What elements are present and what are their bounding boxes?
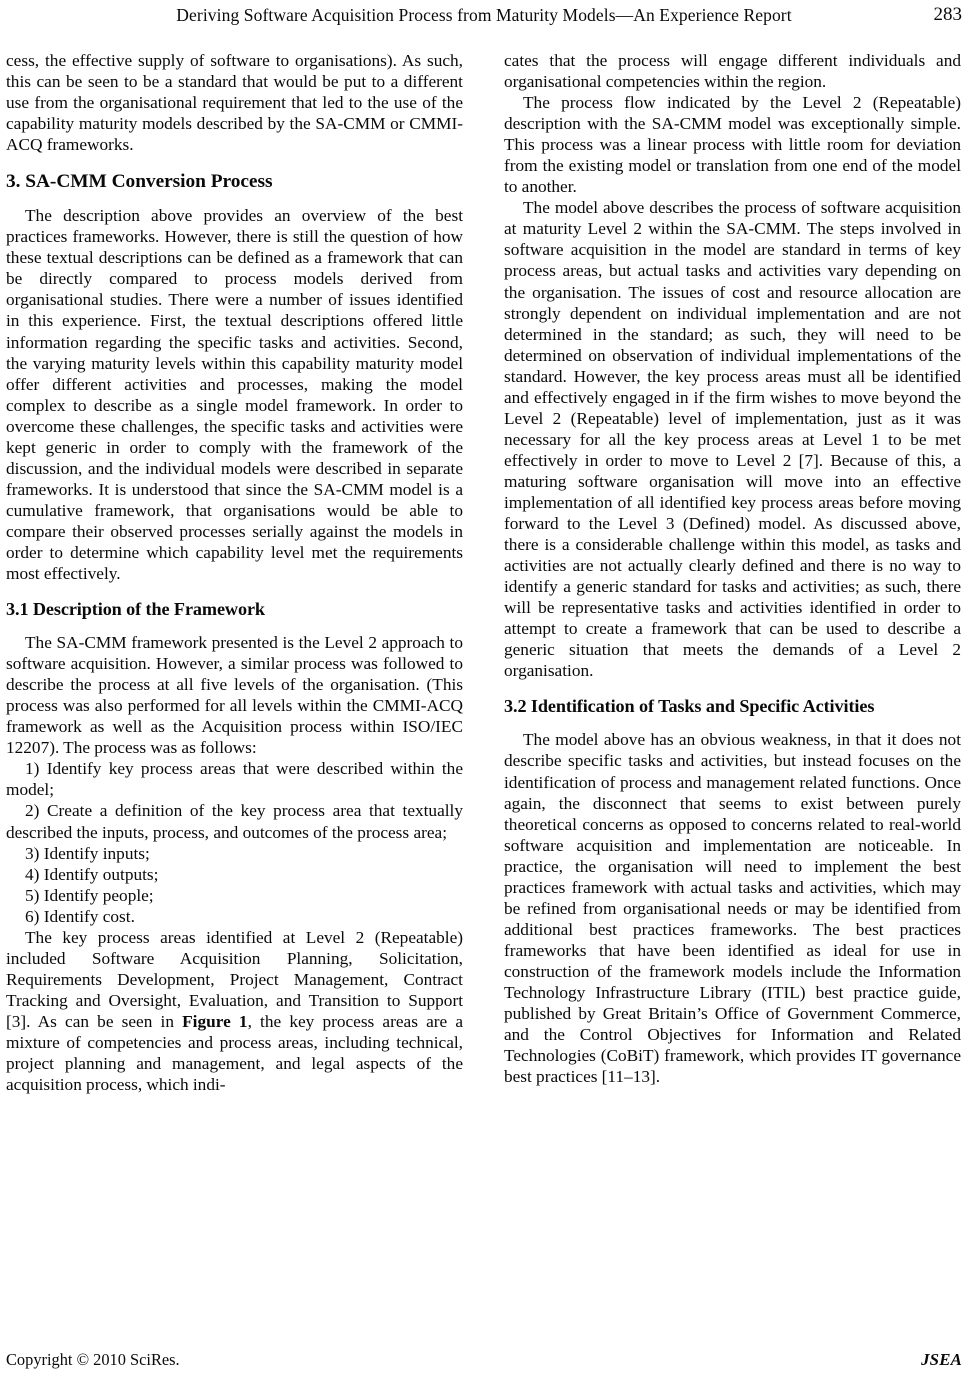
- paragraph-section-3-2-intro: The model above has an obvious weakness, in that it does not describe specific tasks and activities, but instead focuses on the identification of process and management related functions. Once again, the disconnect that seems to exist between purely theoretical concerns as opposed to concerns related to real-world software acquisition and implementation are noticeable. In practice, the organisation will need to implement the best practices framework with actual tasks and activities, which may be refined from organisational needs or may be identified from additional best practices frameworks. The best practices frameworks that have been identified as ideal for use in construction of the framework models include the Information Technology Infrastructure Library (ITIL) best practice guide, published by Great Britain’s Office of Government Commerce, and the Control Objectives for Information and Related Technologies (CoBiT) framework, which provides IT governance best practices [11–13].: [504, 730, 961, 1087]
- paragraph-section-3-intro: The description above provides an overview of the best practices frameworks. However, there is still the question of how these textual descriptions can be defined as a framework that can be directly compared to process models derived from organisational studies. There were a number of issues identified in this experience. First, the textual descriptions offered little information regarding the specific tasks and activities. Second, the varying maturity levels within this capability maturity model offer different activities and processes, making the model complex to describe as a single model framework. In order to overcome these challenges, the specific tasks and activities were kept generic in order to comply with the framework of the discussion, and the individual models were described in separate frameworks. It is understood that since the SA-CMM model is a cumulative framework, that organisations would be able to compare their observed processes serially against the models in order to determine which capability level met the requirements most effectively.: [6, 206, 463, 584]
- paragraph-process-flow: The process flow indicated by the Level 2 (Repeatable) description with the SA-CMM model was exceptionally simple. This process was a linear process with little room for deviation from the existing model or translation from one end of the model to another.: [504, 93, 961, 197]
- paragraph-model-above: The model above describes the process of software acquisition at maturity Level 2 within the SA-CMM. The steps involved in software acquisition in the model are standard in terms of key process areas, but actual tasks and activities vary depending on the organisation. The issues of cost and resource allocation are strongly dependent on individual implementation and are not determined in the standard; as such, they will need to be determined on observation of individual implementations of the standard. However, the key process areas must all be identified and effectively engaged in if the firm wishes to move beyond the Level 2 (Repeatable) level of implementation, just as it was necessary for all the key process areas at Level 1 to be met effectively in order to move to Level 2 [7]. Because of this, a maturing software organisation will move into an effective implementation of all identified key process areas before moving forward to the Level 3 (Defined) model. As discussed above, there is a considerable challenge within this model, as tasks and activities are not actually clearly defined and there is no way to identify a generic standard for tasks and activities; as such, there will be representative tasks and activities identified in order to attempt to create a framework that can be used to describe a generic situation that meets the demands of a Level 2 organisation.: [504, 198, 961, 681]
- paragraph-continued-left: cess, the effective supply of software to organisations). As such, this can be seen to be a standard that would be put to a different use from the organisational requirement that led to the use of the capability maturity models described by the SA-CMM or CMMI-ACQ frameworks.: [6, 51, 463, 155]
- paragraph-continued-right: cates that the process will engage different individuals and organisational competencies within the region.: [504, 51, 961, 92]
- paragraph-key-process-areas-part-a: The key process areas identified at Level 2 (Repeatable) included Software Acquisition Planning, Solicitation, Requirements Development, Project Management, Contract Tracking and Oversight, Evaluation, and Transition to Support [3]. As can be seen in: [6, 927, 463, 1031]
- section-heading-3-2: 3.2 Identification of Tasks and Specific Activities: [504, 696, 875, 717]
- running-head-title: Deriving Software Acquisition Process from Maturity Models—An Experience Report: [176, 5, 792, 25]
- list-item: 2) Create a definition of the key process area that textually described the inputs, process, and outcomes of the process area;: [6, 801, 463, 842]
- paragraph-section-3-1-intro: The SA-CMM framework presented is the Level 2 approach to software acquisition. However, a similar process was followed to describe the process at all five levels of the organisation. (This process was also performed for all levels within the CMMI-ACQ framework as well as the Acquisition process within ISO/IEC 12207). The process was as follows:: [6, 633, 463, 758]
- section-heading-3: 3. SA-CMM Conversion Process: [6, 171, 273, 193]
- list-item: 5) Identify people;: [25, 885, 154, 905]
- paragraph-key-process-areas-part-b: , the key process areas are a mixture of competencies and process areas, including technical, project planning and management, and legal aspects of the acquisition process, which indi-: [6, 1011, 464, 1095]
- body-columns: [6, 50, 962, 1315]
- copyright-notice: Copyright © 2010 SciRes.: [6, 1350, 180, 1369]
- list-item: 3) Identify inputs;: [25, 843, 150, 863]
- running-head: [0, 0, 968, 34]
- list-item: 1) Identify key process areas that were described within the model;: [6, 759, 463, 800]
- journal-abbreviation: JSEA: [921, 1350, 962, 1369]
- right-column: [504, 50, 961, 1315]
- figure-reference: Figure 1: [182, 1011, 248, 1031]
- list-item: 4) Identify outputs;: [25, 864, 159, 884]
- left-column: [6, 50, 463, 1315]
- list-item: 6) Identify cost.: [25, 906, 135, 926]
- page-number: 283: [933, 4, 962, 25]
- page-footer: [6, 1350, 962, 1370]
- paragraph-key-process-areas: [6, 927, 463, 1095]
- section-heading-3-1: 3.1 Description of the Framework: [6, 599, 265, 620]
